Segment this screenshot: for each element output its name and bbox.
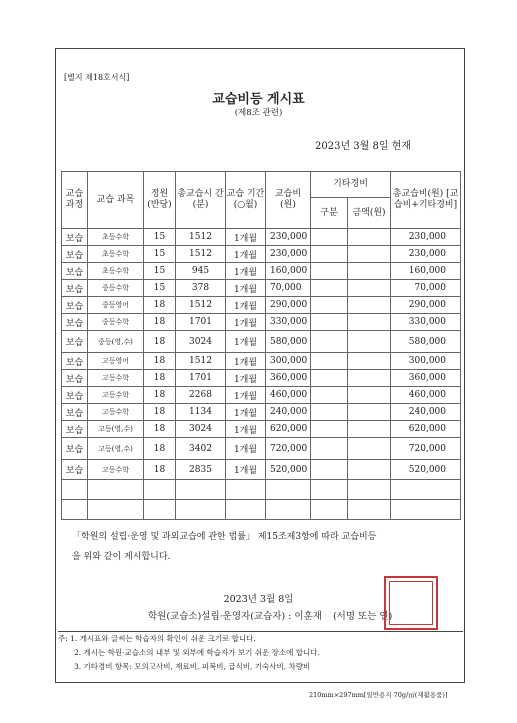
cell-period: 1개월: [226, 370, 266, 387]
cell-fee: 620,000: [266, 421, 311, 438]
cell-subject: 초등수학: [88, 263, 144, 280]
table-row: [62, 229, 461, 246]
cell-period: 1개월: [226, 229, 266, 246]
cell-capacity: 18: [144, 387, 176, 404]
cell-capacity: [144, 480, 176, 500]
cell-other-amount: [348, 421, 391, 438]
table-row: [62, 314, 461, 331]
paper-spec: 210mm×297mm[일반용지 70g/㎡(재활용품)]: [309, 691, 448, 699]
cell-capacity: 18: [144, 314, 176, 331]
signature-date: 2023년 3월 8일: [223, 594, 294, 605]
cell-fee: 300,000: [266, 353, 311, 370]
cell-capacity: 18: [144, 404, 176, 421]
cell-course: 보습: [62, 246, 88, 263]
cell-total-time: 2268: [176, 387, 226, 404]
cell-course: 보습: [62, 280, 88, 297]
cell-other-type: [311, 500, 348, 520]
table-row: [62, 246, 461, 263]
header-subject: 교습 과목: [88, 172, 144, 229]
cell-capacity: 18: [144, 370, 176, 387]
header-other-amount: 금액(원): [348, 198, 391, 229]
cell-total-time: 2835: [176, 460, 226, 480]
header-fee: 교습비 (원): [266, 172, 311, 229]
cell-other-amount: [348, 280, 391, 297]
cell-course: 보습: [62, 263, 88, 280]
cell-fee: 360,000: [266, 370, 311, 387]
cell-course: 보습: [62, 438, 88, 460]
cell-total-time: 1512: [176, 229, 226, 246]
cell-course: [62, 500, 88, 520]
cell-subject: 고등(영,수): [88, 438, 144, 460]
as-of-date: 2023년 3월 8일 현재: [315, 141, 412, 152]
cell-subject: [88, 480, 144, 500]
header-course: 교습 과정: [62, 172, 88, 229]
header-other-costs: 기타경비: [311, 172, 391, 198]
cell-total-time: 1701: [176, 314, 226, 331]
operator-label: 학원(교습소)설립·운영자(교습자) : 이훈재: [148, 611, 322, 622]
cell-other-type: [311, 370, 348, 387]
table-row: [62, 480, 461, 500]
cell-period: 1개월: [226, 280, 266, 297]
cell-total: 460,000: [391, 387, 461, 404]
cell-subject: 고등수학: [88, 370, 144, 387]
page-title: 교습비등 게시표: [212, 92, 305, 107]
note-line: 주: 1. 게시표와 글씨는 학습자의 확인이 쉬운 크기로 합니다.: [58, 634, 256, 643]
cell-course: 보습: [62, 370, 88, 387]
cell-total: [391, 500, 461, 520]
table-row: [62, 280, 461, 297]
cell-other-amount: [348, 297, 391, 314]
notice-text: [72, 527, 457, 567]
cell-subject: 중등수학: [88, 280, 144, 297]
cell-other-type: [311, 460, 348, 480]
cell-period: 1개월: [226, 438, 266, 460]
cell-total: 230,000: [391, 229, 461, 246]
cell-subject: 고등수학: [88, 460, 144, 480]
cell-period: 1개월: [226, 387, 266, 404]
cell-total-time: 378: [176, 280, 226, 297]
cell-course: 보습: [62, 297, 88, 314]
signature-line: [148, 608, 392, 622]
cell-total-time: 1512: [176, 297, 226, 314]
seal-stamp: [384, 576, 438, 630]
cell-subject: [88, 500, 144, 520]
cell-subject: 중등수학: [88, 314, 144, 331]
cell-other-type: [311, 280, 348, 297]
cell-total-time: 1512: [176, 246, 226, 263]
cell-other-amount: [348, 246, 391, 263]
cell-fee: 290,000: [266, 297, 311, 314]
cell-total: 70,000: [391, 280, 461, 297]
cell-other-amount: [348, 229, 391, 246]
cell-other-amount: [348, 500, 391, 520]
form-number: [별지 제18호서식]: [64, 73, 130, 82]
cell-other-type: [311, 480, 348, 500]
signature-hint: (서명 또는 인): [332, 611, 393, 622]
table-row: [62, 370, 461, 387]
cell-capacity: 15: [144, 263, 176, 280]
cell-course: 보습: [62, 331, 88, 353]
cell-capacity: 15: [144, 229, 176, 246]
cell-fee: [266, 500, 311, 520]
table-row: [62, 297, 461, 314]
page-subtitle: (제8조 관련): [234, 108, 283, 118]
cell-course: 보습: [62, 229, 88, 246]
header-period: 교습 기간 (○월): [226, 172, 266, 229]
cell-period: 1개월: [226, 246, 266, 263]
cell-other-amount: [348, 331, 391, 353]
cell-fee: [266, 480, 311, 500]
header-capacity: 정원 (반당): [144, 172, 176, 229]
cell-subject: 고등수학: [88, 387, 144, 404]
table-row: [62, 387, 461, 404]
table-row: [62, 404, 461, 421]
table-row: [62, 331, 461, 353]
cell-fee: 520,000: [266, 460, 311, 480]
cell-fee: 160,000: [266, 263, 311, 280]
cell-course: [62, 480, 88, 500]
cell-total: 330,000: [391, 314, 461, 331]
note-line: 3. 기타경비 항목: 모의고사비, 재료비, 피복비, 급식비, 기숙사비, 차량비: [74, 662, 311, 671]
cell-total-time: 1134: [176, 404, 226, 421]
notes: [58, 631, 463, 674]
table-row: [62, 460, 461, 480]
cell-total: 290,000: [391, 297, 461, 314]
cell-other-amount: [348, 480, 391, 500]
cell-capacity: 18: [144, 460, 176, 480]
cell-other-type: [311, 353, 348, 370]
cell-subject: 고등수학: [88, 404, 144, 421]
notice-line: 을 위와 같이 게시합니다.: [72, 552, 171, 562]
header-total-fee: 총교습비(원) [교습비+기타경비]: [391, 172, 461, 229]
cell-total: 580,000: [391, 331, 461, 353]
fee-table-body: [62, 229, 461, 520]
cell-total-time: 1512: [176, 353, 226, 370]
cell-fee: 240,000: [266, 404, 311, 421]
cell-subject: 초등수학: [88, 229, 144, 246]
cell-period: 1개월: [226, 421, 266, 438]
table-row: [62, 421, 461, 438]
cell-fee: 720,000: [266, 438, 311, 460]
cell-capacity: 15: [144, 246, 176, 263]
fee-table: [61, 171, 461, 520]
cell-other-type: [311, 263, 348, 280]
cell-capacity: 18: [144, 297, 176, 314]
cell-course: 보습: [62, 353, 88, 370]
cell-total: 360,000: [391, 370, 461, 387]
cell-subject: 고등영어: [88, 353, 144, 370]
cell-total-time: 945: [176, 263, 226, 280]
cell-total: 620,000: [391, 421, 461, 438]
cell-other-amount: [348, 438, 391, 460]
cell-period: 1개월: [226, 314, 266, 331]
cell-other-type: [311, 438, 348, 460]
cell-total: 240,000: [391, 404, 461, 421]
cell-subject: 초등수학: [88, 246, 144, 263]
cell-other-amount: [348, 370, 391, 387]
cell-total: 300,000: [391, 353, 461, 370]
cell-course: 보습: [62, 460, 88, 480]
cell-capacity: 18: [144, 421, 176, 438]
cell-period: 1개월: [226, 331, 266, 353]
header-total-time: 총교습시 간(분): [176, 172, 226, 229]
cell-other-amount: [348, 460, 391, 480]
notice-line: 「학원의 설립·운영 및 과외교습에 관한 법률」 제15조제3항에 따라 교습비등: [72, 532, 377, 542]
cell-other-type: [311, 297, 348, 314]
cell-period: [226, 480, 266, 500]
cell-total: 520,000: [391, 460, 461, 480]
cell-other-amount: [348, 314, 391, 331]
cell-other-type: [311, 314, 348, 331]
cell-total-time: 3024: [176, 421, 226, 438]
cell-capacity: 18: [144, 353, 176, 370]
cell-other-amount: [348, 404, 391, 421]
cell-subject: 고등(영,수): [88, 421, 144, 438]
cell-total: 720,000: [391, 438, 461, 460]
cell-other-amount: [348, 353, 391, 370]
cell-total-time: [176, 480, 226, 500]
cell-period: 1개월: [226, 297, 266, 314]
cell-fee: 330,000: [266, 314, 311, 331]
cell-other-type: [311, 387, 348, 404]
cell-total: 230,000: [391, 246, 461, 263]
cell-fee: 230,000: [266, 229, 311, 246]
table-row: [62, 438, 461, 460]
cell-fee: 70,000: [266, 280, 311, 297]
cell-period: 1개월: [226, 263, 266, 280]
cell-course: 보습: [62, 387, 88, 404]
cell-total-time: [176, 500, 226, 520]
cell-total: 160,000: [391, 263, 461, 280]
cell-other-type: [311, 331, 348, 353]
table-row: [62, 263, 461, 280]
cell-fee: 460,000: [266, 387, 311, 404]
cell-other-amount: [348, 387, 391, 404]
cell-capacity: 15: [144, 280, 176, 297]
cell-total-time: 3024: [176, 331, 226, 353]
cell-total-time: 3402: [176, 438, 226, 460]
cell-other-type: [311, 229, 348, 246]
table-row: [62, 500, 461, 520]
cell-period: 1개월: [226, 353, 266, 370]
cell-capacity: 18: [144, 438, 176, 460]
cell-other-amount: [348, 263, 391, 280]
cell-fee: 580,000: [266, 331, 311, 353]
cell-subject: 중등영어: [88, 297, 144, 314]
cell-other-type: [311, 421, 348, 438]
table-row: [62, 353, 461, 370]
cell-capacity: [144, 500, 176, 520]
cell-other-type: [311, 246, 348, 263]
header-other-type: 구분: [311, 198, 348, 229]
cell-capacity: 18: [144, 331, 176, 353]
cell-course: 보습: [62, 404, 88, 421]
cell-total-time: 1701: [176, 370, 226, 387]
cell-course: 보습: [62, 314, 88, 331]
cell-fee: 230,000: [266, 246, 311, 263]
cell-other-type: [311, 404, 348, 421]
cell-period: 1개월: [226, 460, 266, 480]
cell-subject: 중등(영,수): [88, 331, 144, 353]
note-line: 2. 게시는 학원·교습소의 내부 및 외부에 학습자가 보기 쉬운 장소에 합니다.: [74, 648, 320, 657]
cell-course: 보습: [62, 421, 88, 438]
cell-period: [226, 500, 266, 520]
cell-total: [391, 480, 461, 500]
cell-period: 1개월: [226, 404, 266, 421]
